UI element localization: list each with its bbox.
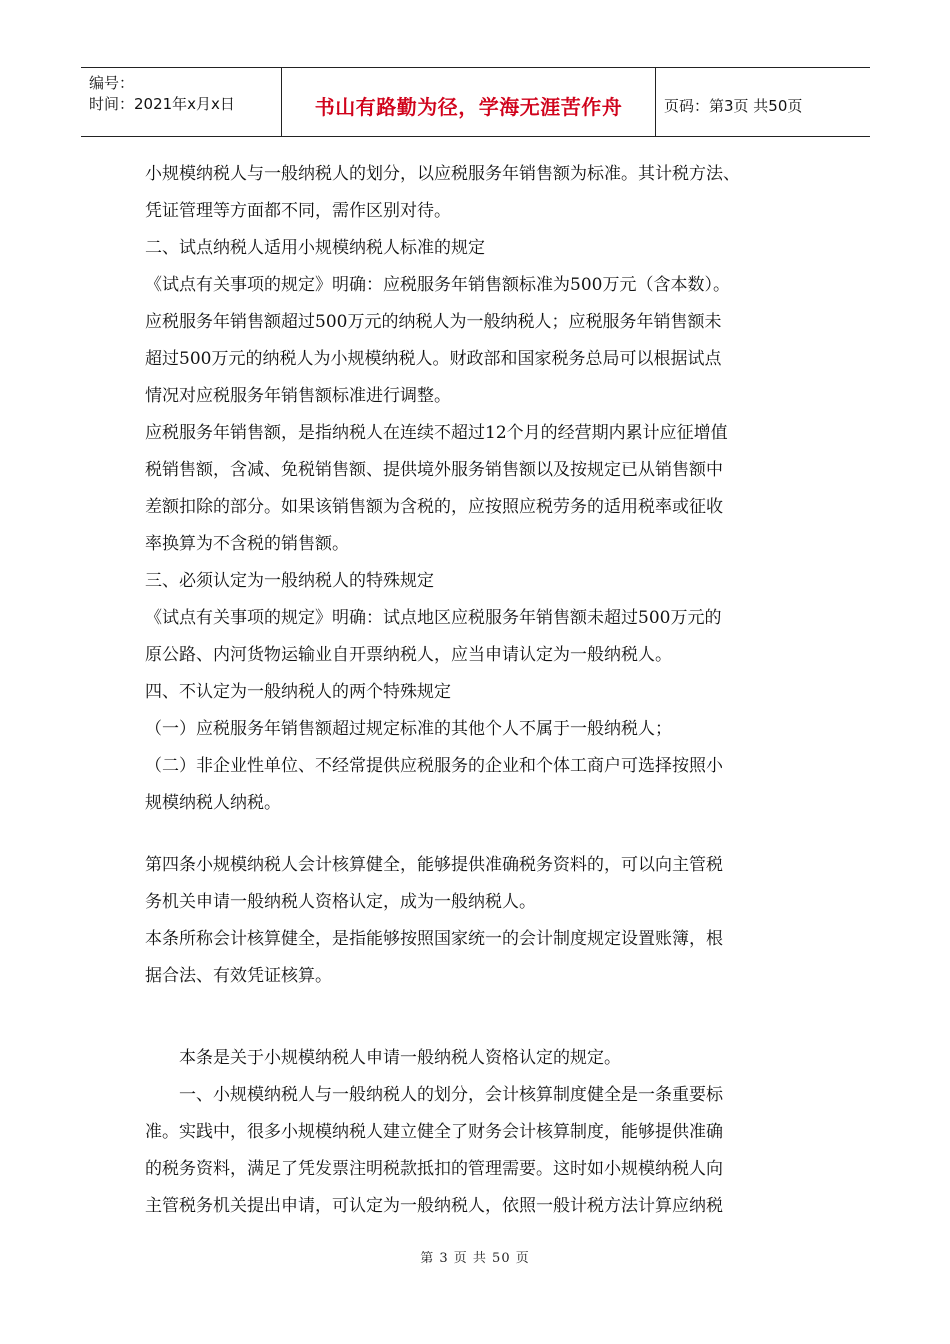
body-line: 第四条小规模纳税人会计核算健全，能够提供准确税务资料的，可以向主管税 (145, 855, 723, 875)
document-body (145, 156, 810, 1225)
section-heading: 四、不认定为一般纳税人的两个特殊规定 (145, 682, 451, 702)
body-line: 的税务资料，满足了凭发票注明税款抵扣的管理需要。这时如小规模纳税人向 (145, 1159, 723, 1179)
body-line: 一、小规模纳税人与一般纳税人的划分，会计核算制度健全是一条重要标 (179, 1085, 723, 1105)
body-line: 情况对应税服务年销售额标准进行调整。 (145, 386, 451, 406)
body-line: 主管税务机关提出申请，可认定为一般纳税人，依照一般计税方法计算应纳税 (145, 1196, 723, 1216)
body-line: 率换算为不含税的销售额。 (145, 534, 349, 554)
body-line: （二）非企业性单位、不经常提供应税服务的企业和个体工商户可选择按照小 (145, 756, 723, 776)
body-line: 应税服务年销售额，是指纳税人在连续不超过12个月的经营期内累计应征增值 (145, 423, 728, 443)
document-header (81, 67, 870, 137)
document-number-label: 编号： (89, 74, 135, 92)
body-line: 本条是关于小规模纳税人申请一般纳税人资格认定的规定。 (179, 1048, 621, 1068)
section-heading: 三、必须认定为一般纳税人的特殊规定 (145, 571, 434, 591)
page-footer: 第 3 页 共 50 页 (420, 1251, 530, 1266)
body-line: 规模纳税人纳税。 (145, 793, 281, 813)
body-line: 小规模纳税人与一般纳税人的划分，以应税服务年销售额为标准。其计税方法、 (145, 164, 740, 184)
body-line: 《试点有关事项的规定》明确：试点地区应税服务年销售额未超过500万元的 (145, 608, 722, 628)
document-date: 时间：2021年x月x日 (89, 95, 235, 113)
header-left-cell (81, 68, 282, 136)
paragraph-gap (145, 995, 810, 1040)
body-line: 务机关申请一般纳税人资格认定，成为一般纳税人。 (145, 892, 536, 912)
body-line: 原公路、内河货物运输业自开票纳税人，应当申请认定为一般纳税人。 (145, 645, 672, 665)
body-line: （一）应税服务年销售额超过规定标准的其他个人不属于一般纳税人； (145, 719, 672, 739)
body-line: 差额扣除的部分。如果该销售额为含税的，应按照应税劳务的适用税率或征收 (145, 497, 723, 517)
body-line: 应税服务年销售额超过500万元的纳税人为一般纳税人；应税服务年销售额未 (145, 312, 722, 332)
body-line: 《试点有关事项的规定》明确：应税服务年销售额标准为500万元（含本数）。 (145, 275, 730, 295)
body-line: 超过500万元的纳税人为小规模纳税人。财政部和国家税务总局可以根据试点 (145, 349, 722, 369)
body-line: 本条所称会计核算健全，是指能够按照国家统一的会计制度规定设置账簿，根 (145, 929, 723, 949)
body-line: 凭证管理等方面都不同，需作区别对待。 (145, 201, 451, 221)
page-code: 页码：第3页 共50页 (664, 97, 803, 115)
motto-text: 书山有路勤为径，学海无涯苦作舟 (314, 95, 623, 119)
body-line: 税销售额，含减、免税销售额、提供境外服务销售额以及按规定已从销售额中 (145, 460, 723, 480)
header-page-cell (656, 68, 870, 136)
paragraph-gap (145, 822, 810, 847)
body-line: 据合法、有效凭证核算。 (145, 966, 332, 986)
body-line: 准。实践中，很多小规模纳税人建立健全了财务会计核算制度，能够提供准确 (145, 1122, 723, 1142)
section-heading: 二、试点纳税人适用小规模纳税人标准的规定 (145, 238, 485, 258)
header-motto-cell (282, 68, 656, 136)
